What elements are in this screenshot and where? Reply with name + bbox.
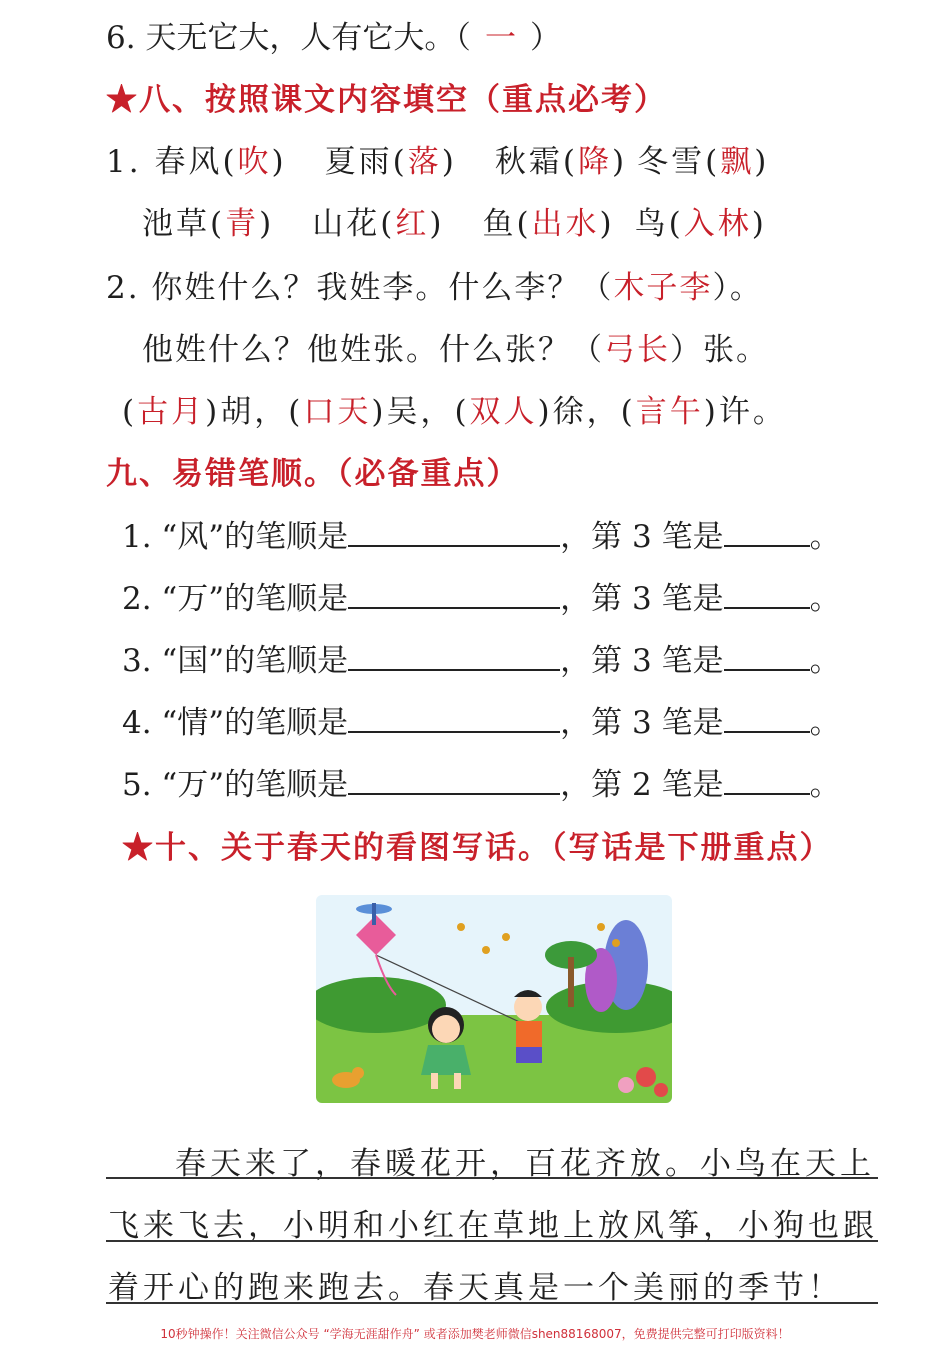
surname-char: 许。	[718, 394, 787, 430]
item-6-question: 6. 天无它大，人有它大。（	[106, 20, 471, 56]
section-8-heading	[106, 80, 667, 120]
pair-word: 鸟	[634, 206, 669, 242]
pair-answer: 红	[395, 206, 430, 242]
stroke-end: 。	[809, 705, 841, 741]
surname-answer: 双人	[469, 394, 538, 430]
pair-answer: 落	[407, 144, 442, 180]
answer-blank[interactable]	[724, 767, 810, 795]
essay-line-2: 飞来飞去，小明和小红在草地上放风筝，小狗也跟	[108, 1208, 878, 1244]
s8-line-1: 1. 春风(吹) 夏雨(落) 秋霜(降) 冬雪(飘)	[106, 144, 770, 180]
pair-answer: 吹	[237, 144, 272, 180]
writing-line	[106, 1302, 878, 1304]
answer-blank[interactable]	[348, 767, 560, 795]
writing-line	[106, 1177, 878, 1179]
stroke-item-4	[122, 703, 841, 743]
stroke-end: 。	[809, 581, 841, 617]
surname-char: 胡，	[220, 394, 289, 430]
section-10-title: 十、关于春天的看图写话。（写话是下册重点）	[155, 830, 833, 866]
pair-answer: 青	[225, 206, 260, 242]
answer-blank[interactable]	[348, 519, 560, 547]
section-9-heading	[106, 454, 520, 494]
stroke-end: 。	[809, 767, 841, 803]
pair-answer: 出水	[531, 206, 600, 242]
s8-q3-end: ）张。	[670, 332, 769, 368]
surname-answer: 古月	[137, 394, 206, 430]
answer-blank[interactable]	[348, 705, 560, 733]
essay-line-3: 着开心的跑来跑去。春天真是一个美丽的季节！	[108, 1270, 843, 1306]
stroke-mid: ，第 3 笔是	[560, 519, 724, 555]
stroke-end: 。	[809, 519, 841, 555]
surname-answer: 言午	[635, 394, 704, 430]
stroke-mid: ，第 2 笔是	[560, 767, 724, 803]
star-icon: ★	[122, 830, 155, 866]
answer-blank[interactable]	[348, 581, 560, 609]
s8-q2-answer: 木子李	[613, 270, 713, 306]
s8-num-1: 1.	[106, 144, 155, 180]
pair-word: 冬雪	[637, 144, 706, 180]
s8-q2-text: 2. 你姓什么？我姓李。什么李？（	[106, 270, 614, 306]
boy-figure	[514, 990, 542, 1063]
pair-word: 春风	[154, 144, 223, 180]
stroke-item-2	[122, 579, 841, 619]
stroke-mid: ，第 3 笔是	[560, 581, 724, 617]
answer-blank[interactable]	[724, 643, 810, 671]
spring-kite-illustration	[316, 895, 672, 1103]
footer-note: 10秒钟操作！关注微信公众号 “学海无涯甜作舟” 或者添加樊老师微信shen88168007，免费提供完整可打印版资料！	[160, 1327, 790, 1341]
s8-q3-text: 他姓什么？他姓张。什么张？（	[142, 332, 604, 368]
stroke-item-1	[122, 517, 841, 557]
answer-blank[interactable]	[724, 581, 810, 609]
surname-answer: 口天	[303, 394, 372, 430]
stroke-question: 1. “风”的笔顺是	[122, 519, 349, 555]
stroke-item-3	[122, 641, 841, 681]
answer-blank[interactable]	[724, 705, 810, 733]
stroke-question: 2. “万”的笔顺是	[122, 581, 349, 617]
surname-char: 吴，	[386, 394, 455, 430]
pair-word: 池草	[142, 206, 210, 242]
section-8-title: 八、按照课文内容填空（重点必考）	[139, 82, 667, 118]
stroke-question: 5. “万”的笔顺是	[122, 767, 349, 803]
item-6	[106, 18, 561, 58]
star-icon: ★	[106, 82, 139, 118]
s8-line-4	[142, 330, 769, 370]
stroke-question: 4. “情”的笔顺是	[122, 705, 349, 741]
surname-char: 徐，	[552, 394, 621, 430]
pair-word: 鱼	[482, 206, 517, 242]
item-6-answer: 一	[484, 20, 516, 56]
pair-answer: 入林	[683, 206, 752, 242]
stroke-mid: ，第 3 笔是	[560, 643, 724, 679]
stroke-end: 。	[809, 643, 841, 679]
section-9-title: 九、易错笔顺。（必备重点）	[106, 456, 520, 492]
pair-word: 秋霜	[494, 144, 563, 180]
stroke-mid: ，第 3 笔是	[560, 705, 724, 741]
pair-word: 夏雨	[324, 144, 393, 180]
spring-scene-image	[316, 895, 672, 1103]
pair-word: 山花	[312, 206, 381, 242]
writing-line	[106, 1240, 878, 1242]
s8-line-2: 池草(青) 山花(红) 鱼(出水) 鸟(入林)	[142, 206, 767, 242]
pair-answer: 飘	[720, 144, 755, 180]
answer-blank[interactable]	[724, 519, 810, 547]
answer-blank[interactable]	[348, 643, 560, 671]
essay-line-1: 春天来了，春暖花开，百花齐放。小鸟在天上	[140, 1146, 875, 1182]
section-10-heading	[122, 828, 833, 868]
stroke-item-5	[122, 765, 841, 805]
stroke-question: 3. “国”的笔顺是	[122, 643, 349, 679]
item-6-close: ）	[529, 20, 561, 56]
s8-q3-answer: 弓长	[604, 332, 670, 368]
s8-line-3	[106, 268, 763, 308]
pair-answer: 降	[577, 144, 612, 180]
s8-q2-end: ）。	[712, 270, 763, 306]
s8-line-5: (古月)胡，(口天)吴，(双人)徐，(言午)许。	[122, 394, 787, 430]
